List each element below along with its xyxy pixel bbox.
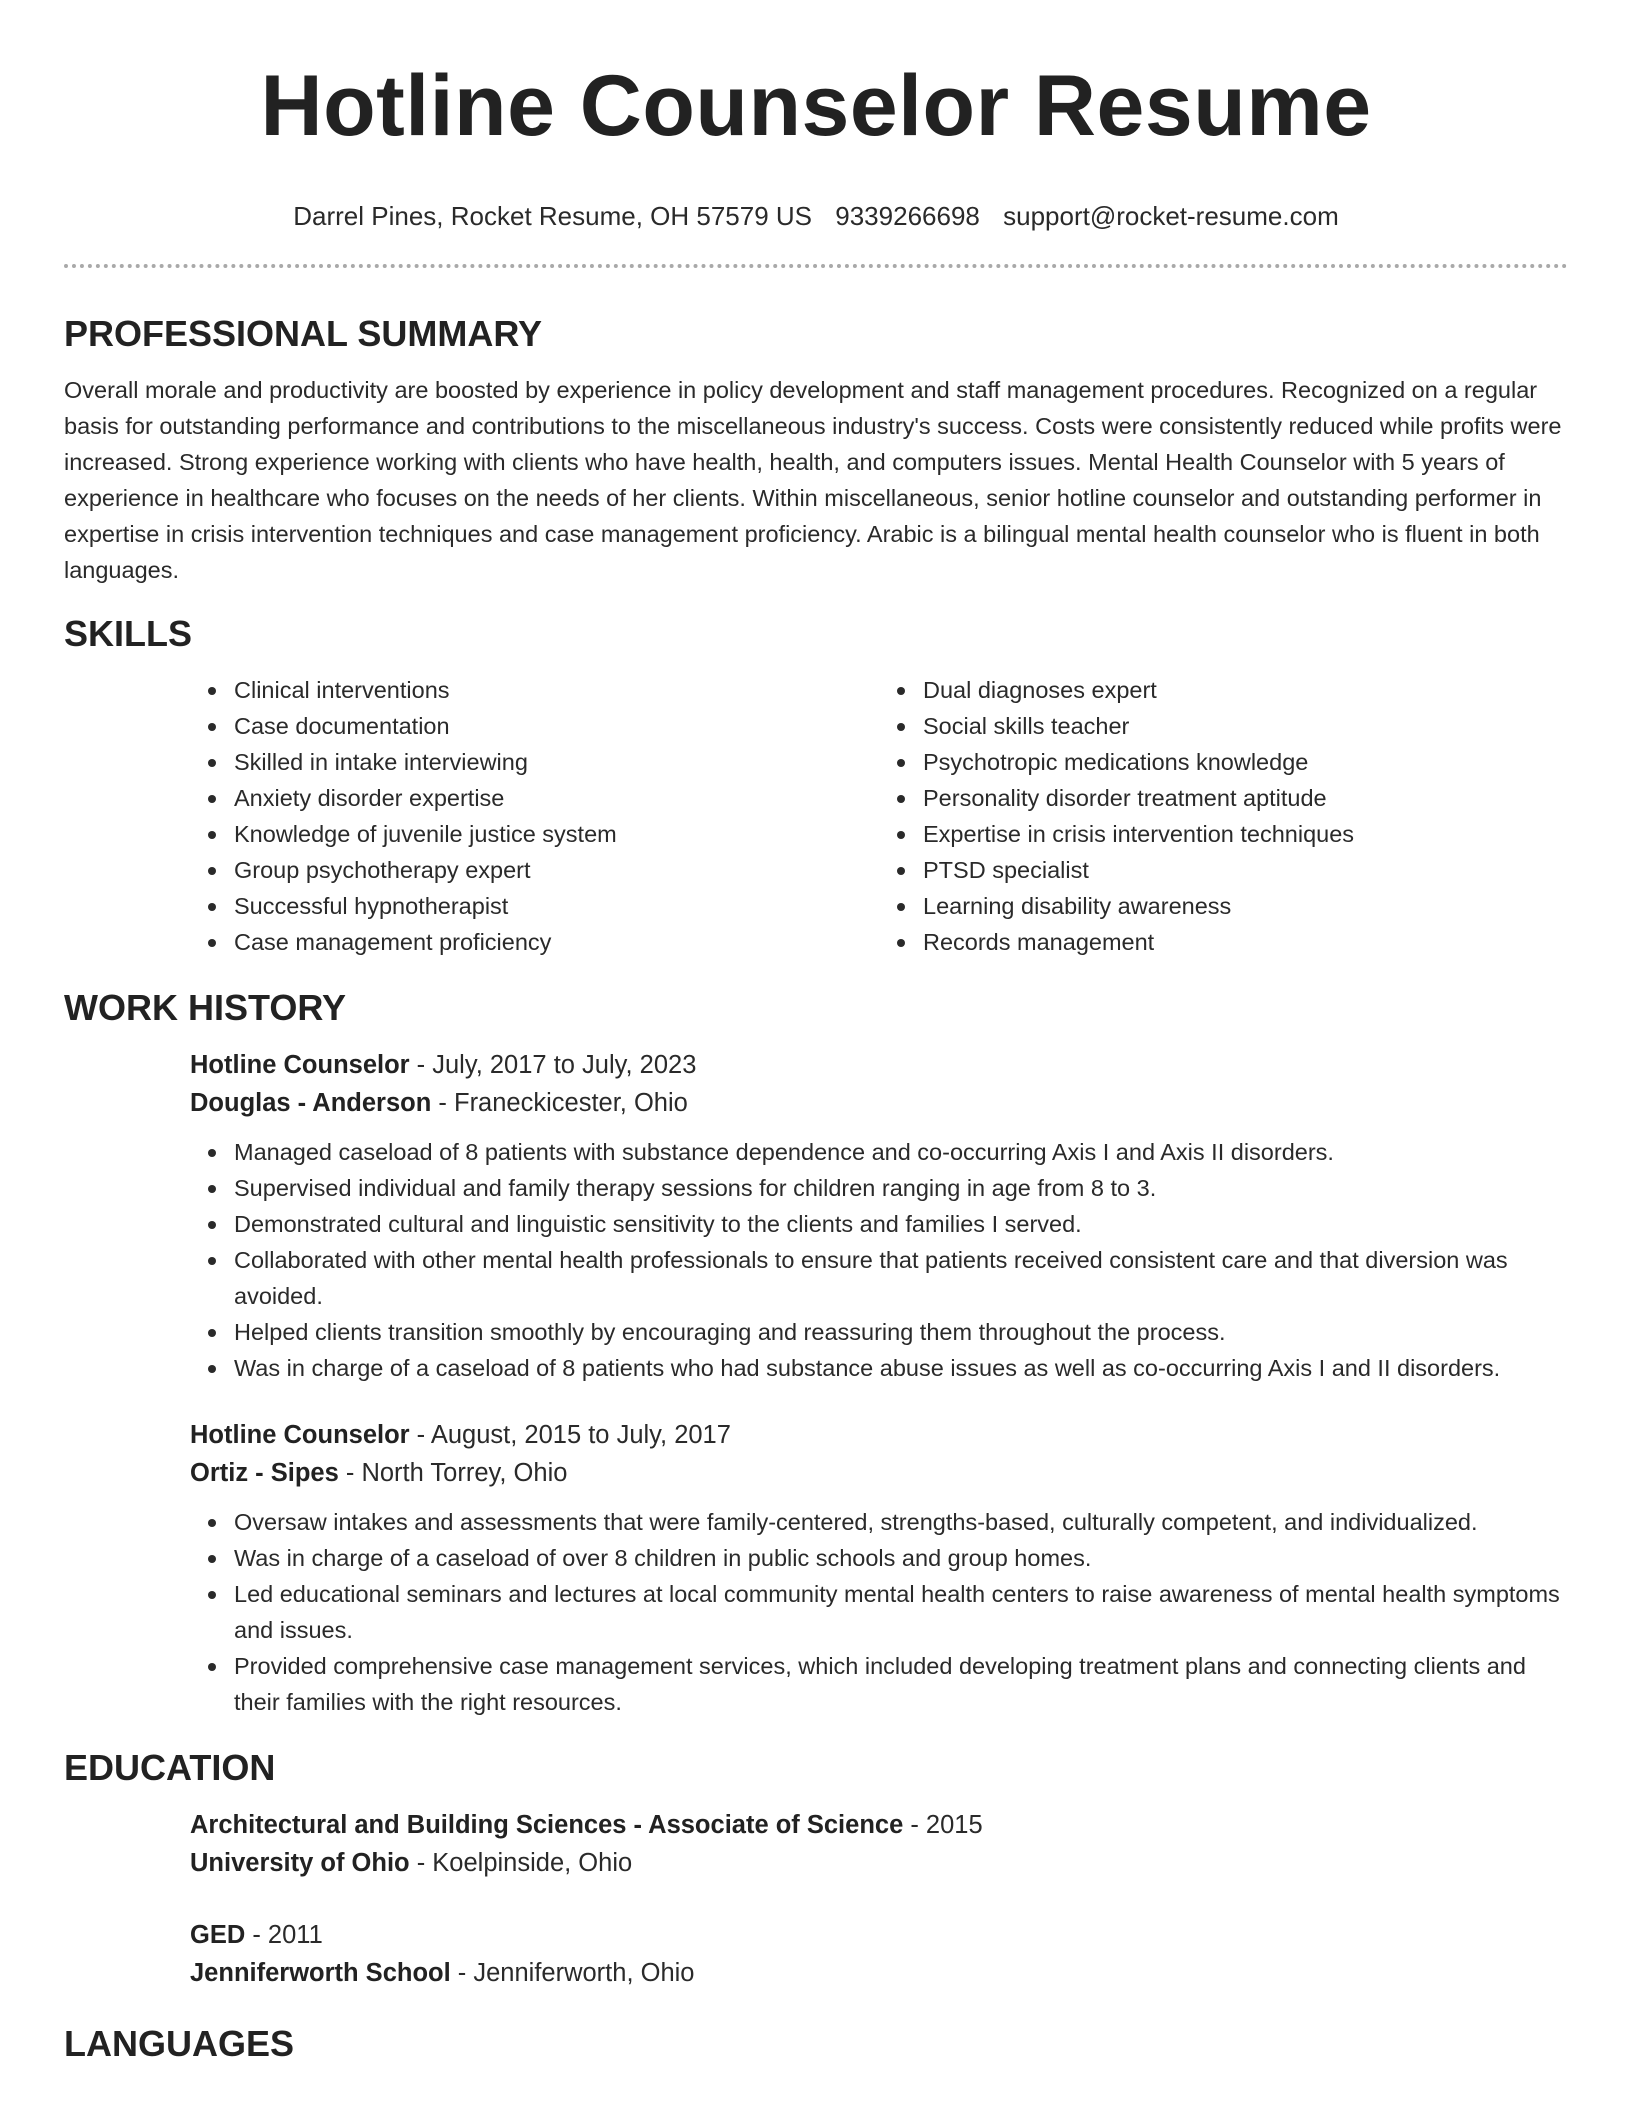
job-dates: - July, 2017 to July, 2023 [409,1051,697,1079]
job-duty: Demonstrated cultural and linguistic sensitivity to the clients and families I served. [234,1206,1568,1242]
education-school-line [190,1954,1568,1992]
work-history-heading: WORK HISTORY [64,987,347,1028]
job-duty: Managed caseload of 8 patients with substance dependence and co-occurring Axis I and Axis II disorders. [234,1134,1568,1170]
job-company: Ortiz - Sipes [190,1459,339,1487]
skills-list [190,672,1568,960]
education-school-line [190,1844,1568,1882]
job-dates: - August, 2015 to July, 2017 [409,1421,731,1449]
job-duty: Supervised individual and family therapy sessions for children ranging in age from 8 to 3. [234,1170,1568,1206]
job-company-line [190,1084,1568,1122]
contact-email: support@rocket-resume.com [1003,201,1339,231]
education-school: Jenniferworth School [190,1959,451,1987]
skill-item: Clinical interventions [234,672,879,708]
education-location: - Koelpinside, Ohio [409,1849,633,1877]
resume-page [64,0,1568,2066]
job-duty: Helped clients transition smoothly by encouraging and reassuring them throughout the process. [234,1314,1568,1350]
education-school: University of Ohio [190,1849,410,1877]
skills-column-left [190,672,879,960]
education-entry [190,1916,1568,1992]
skill-item: Learning disability awareness [923,888,1568,924]
contact-line [64,200,1568,232]
summary-text: Overall morale and productivity are boosted by experience in policy development and staff management procedures. Recognized on a regular basis for outstanding performance and contributions to the miscellaneous industry's success. Costs were consistently reduced while profits were increased. Strong experience working with clients who have health, health, and computers issues. Mental Health Counselor with 5 years of experience in healthcare who focuses on the needs of her clients. Within miscellaneous, senior hotline counselor and outstanding performer in expertise in crisis intervention techniques and case management proficiency. Arabic is a bilingual mental health counselor who is fluent in both languages. [64,377,1562,583]
languages-heading: LANGUAGES [64,2023,295,2064]
job-location: - North Torrey, Ohio [338,1459,568,1487]
education-year: - 2015 [903,1811,983,1839]
job-entry [190,1416,1568,1720]
job-duty: Was in charge of a caseload of 8 patients who had substance abuse issues as well as co-occurring Axis I and II disorders. [234,1350,1568,1386]
job-company-line [190,1454,1568,1492]
job-duty: Oversaw intakes and assessments that were family-centered, strengths-based, culturally competent, and individualized. [234,1504,1568,1540]
education-degree: Architectural and Building Sciences - Associate of Science [190,1811,904,1839]
contact-address: Darrel Pines, Rocket Resume, OH 57579 US [293,201,813,231]
job-duty: Led educational seminars and lectures at local community mental health centers to raise awareness of mental health symptoms and issues. [234,1576,1568,1648]
skill-item: Dual diagnoses expert [923,672,1568,708]
education-year: - 2011 [245,1921,323,1949]
education-degree-line [190,1916,1568,1954]
job-company: Douglas - Anderson [190,1089,432,1117]
skill-item: Successful hypnotherapist [234,888,879,924]
contact-phone: 9339266698 [835,201,980,231]
education-entry [190,1806,1568,1882]
job-title-line [190,1046,1568,1084]
education-location: - Jenniferworth, Ohio [450,1959,695,1987]
skill-item: Knowledge of juvenile justice system [234,816,879,852]
skills-heading: SKILLS [64,613,193,654]
header-divider [64,264,1568,268]
job-duty: Provided comprehensive case management services, which included developing treatment plans and connecting clients and their families with the right resources. [234,1648,1568,1720]
education-degree-line [190,1806,1568,1844]
job-title: Hotline Counselor [190,1421,410,1449]
skill-item: Case documentation [234,708,879,744]
job-entry [190,1046,1568,1386]
skill-item: Group psychotherapy expert [234,852,879,888]
skill-item: Case management proficiency [234,924,879,960]
skill-item: Skilled in intake interviewing [234,744,879,780]
skill-item: Expertise in crisis intervention techniques [923,816,1568,852]
job-location: - Franeckicester, Ohio [431,1089,688,1117]
job-title-line [190,1416,1568,1454]
skill-item: Social skills teacher [923,708,1568,744]
summary-heading: PROFESSIONAL SUMMARY [64,313,543,354]
education-degree: GED [190,1921,246,1949]
skills-column-right [879,672,1568,960]
job-title: Hotline Counselor [190,1051,410,1079]
skill-item: Records management [923,924,1568,960]
skill-item: Anxiety disorder expertise [234,780,879,816]
job-duties [190,1504,1568,1720]
job-duty: Was in charge of a caseload of over 8 children in public schools and group homes. [234,1540,1568,1576]
skill-item: PTSD specialist [923,852,1568,888]
skill-item: Personality disorder treatment aptitude [923,780,1568,816]
job-duties [190,1134,1568,1386]
education-heading: EDUCATION [64,1747,276,1788]
job-duty: Collaborated with other mental health professionals to ensure that patients received consistent care and that diversion was avoided. [234,1242,1568,1314]
resume-title: Hotline Counselor Resume [260,58,1372,154]
skill-item: Psychotropic medications knowledge [923,744,1568,780]
